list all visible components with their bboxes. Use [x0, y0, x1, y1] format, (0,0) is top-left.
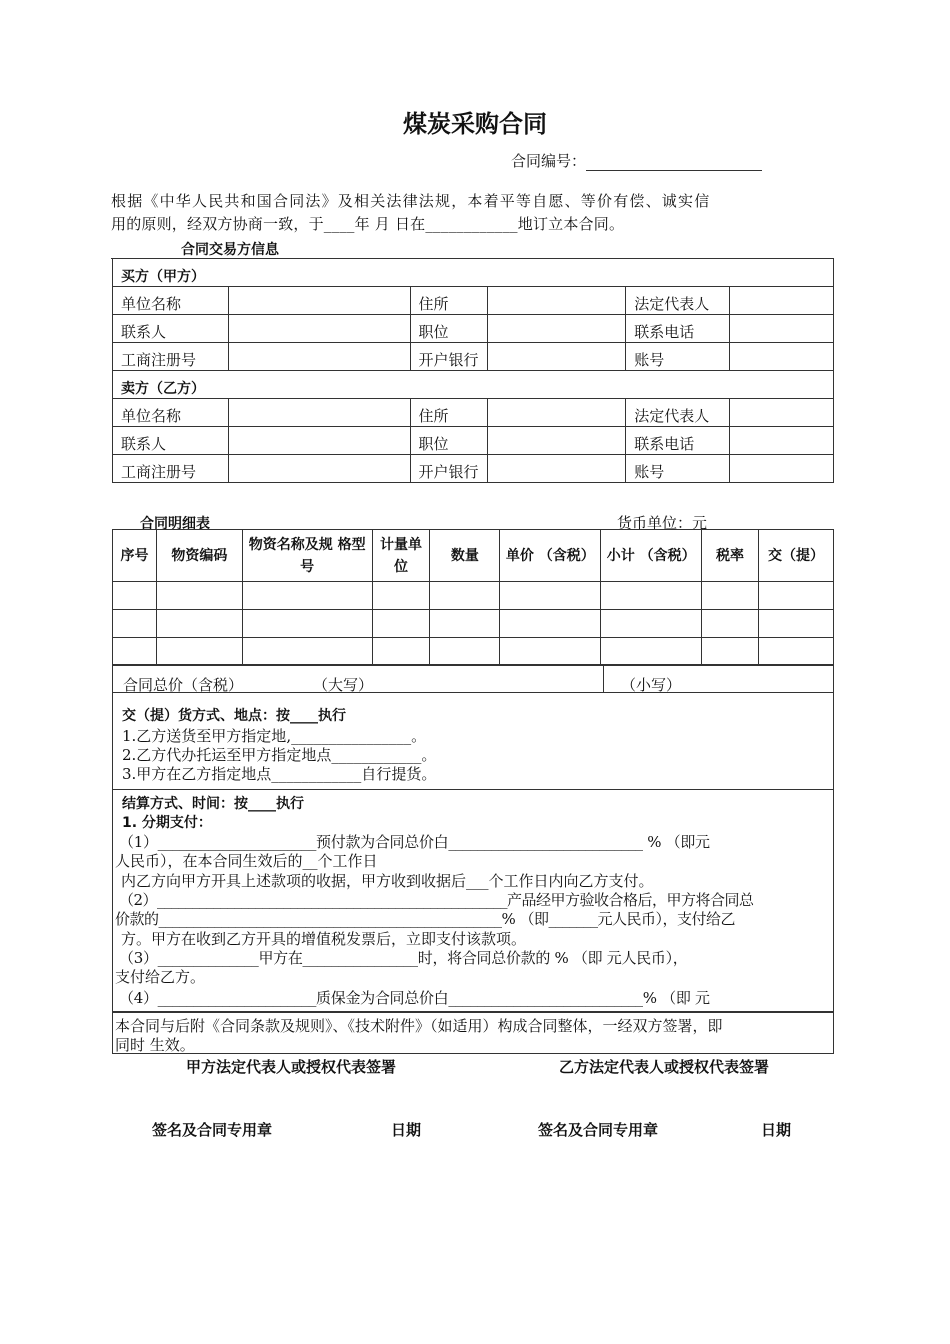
label-unit-name: 单位名称: [113, 399, 229, 427]
label-account: 账号: [626, 455, 730, 483]
date-party-a[interactable]: 日期: [391, 1121, 422, 1139]
seller-row-1: [113, 399, 834, 427]
seller-reg-no-field[interactable]: [228, 455, 410, 483]
label-bank: 开户银行: [410, 343, 488, 371]
label-position: 职位: [410, 427, 488, 455]
label-account: 账号: [626, 343, 730, 371]
label-reg-no: 工商注册号: [113, 343, 229, 371]
settlement-installment-heading: 1. 分期支付：: [122, 815, 212, 831]
table-row: [113, 582, 834, 610]
buyer-address-field[interactable]: [488, 287, 626, 315]
col-unit: 计量单位: [372, 530, 430, 582]
col-tax-rate: 税率: [702, 530, 759, 582]
seller-legal-rep-field[interactable]: [730, 399, 834, 427]
label-phone: 联系电话: [626, 427, 730, 455]
contract-number-label: 合同编号：: [511, 152, 587, 170]
settlement-line-3: 内乙方向甲方开具上述款项的收据，甲方收到收据后___个工作日内向乙方支付。: [121, 872, 654, 890]
buyer-contact-field[interactable]: [228, 315, 410, 343]
table-row: [113, 610, 834, 638]
seller-position-field[interactable]: [488, 427, 626, 455]
total-upper[interactable]: （大写）: [313, 676, 374, 694]
contract-number-line: [511, 150, 762, 171]
label-address: 住所: [410, 287, 488, 315]
seller-unit-name-field[interactable]: [228, 399, 410, 427]
entire-agreement-line-1: 本合同与后附《合同条款及规则》、《技术附件》（如适用）构成合同整体，一经双方签署，即: [115, 1017, 723, 1035]
col-subtotal: 小计 （含税）: [601, 530, 702, 582]
sign-party-a-label: 甲方法定代表人或授权代表签署: [186, 1058, 397, 1076]
table-row: [113, 638, 834, 666]
items-table: [112, 529, 834, 666]
label-reg-no: 工商注册号: [113, 455, 229, 483]
buyer-reg-no-field[interactable]: [228, 343, 410, 371]
label-position: 职位: [410, 315, 488, 343]
buyer-phone-field[interactable]: [730, 315, 834, 343]
intro-line-2: 用的原则，经双方协商一致，于____年 月 日在____________地订立本合同。: [111, 215, 625, 233]
seller-header: 卖方（乙方）: [113, 371, 834, 399]
contract-number-field[interactable]: [586, 153, 762, 171]
buyer-header: 买方（甲方）: [113, 259, 834, 287]
buyer-row-1: [113, 287, 834, 315]
seller-address-field[interactable]: [488, 399, 626, 427]
buyer-unit-name-field[interactable]: [228, 287, 410, 315]
page-title: 煤炭采购合同: [403, 110, 547, 138]
seller-contact-field[interactable]: [228, 427, 410, 455]
label-address: 住所: [410, 399, 488, 427]
seller-row-2: [113, 427, 834, 455]
label-legal-rep: 法定代表人: [626, 287, 730, 315]
settlement-line-6: 方。甲方在收到乙方开具的增值税发票后，立即支付该款项。: [121, 930, 527, 948]
seal-party-b[interactable]: 签名及合同专用章: [538, 1121, 659, 1139]
col-delivery: 交（提）: [759, 530, 834, 582]
label-contact: 联系人: [113, 315, 229, 343]
entire-agreement-line-2: 同时 生效。: [115, 1036, 195, 1054]
settlement-line-9: （4）______________________质保金为合同总价白___________________________% （即 元: [119, 989, 710, 1007]
details-title: 合同明细表: [140, 516, 210, 532]
sign-party-b-label: 乙方法定代表人或授权代表签署: [559, 1058, 770, 1076]
delivery-option-3: 3.甲方在乙方指定地点____________自行提货。: [122, 765, 437, 783]
delivery-option-1: 1.乙方送货至甲方指定地,________________。: [122, 727, 427, 745]
seller-phone-field[interactable]: [730, 427, 834, 455]
buyer-legal-rep-field[interactable]: [730, 287, 834, 315]
col-qty: 数量: [430, 530, 500, 582]
settlement-line-1: （1）______________________预付款为合同总价白___________________________ % （即元: [119, 833, 710, 851]
seal-party-a[interactable]: 签名及合同专用章: [152, 1121, 273, 1139]
seller-account-field[interactable]: [730, 455, 834, 483]
col-name-spec: 物资名称及规 格型号: [242, 530, 372, 582]
settlement-line-8: 支付给乙方。: [115, 968, 206, 986]
settlement-line-4: （2）__________________________________________________产品经甲方验收合格后，甲方将合同总: [119, 891, 754, 909]
label-contact: 联系人: [113, 427, 229, 455]
label-phone: 联系电话: [626, 315, 730, 343]
date-party-b[interactable]: 日期: [761, 1121, 792, 1139]
seller-row-3: [113, 455, 834, 483]
total-label: 合同总价（含税）: [123, 676, 244, 694]
entire-agreement-section: [112, 1011, 834, 1054]
buyer-row-2: [113, 315, 834, 343]
parties-section-label: 合同交易方信息: [181, 242, 279, 258]
seller-bank-field[interactable]: [488, 455, 626, 483]
settlement-line-7: （3）______________甲方在________________时，将合同总价款的 % （即 元人民币），: [119, 949, 688, 967]
settlement-line-2: 人民币），在本合同生效后的__个工作日: [115, 852, 378, 870]
label-legal-rep: 法定代表人: [626, 399, 730, 427]
buyer-row-3: [113, 343, 834, 371]
delivery-option-2: 2.乙方代办托运至甲方指定地点____________。: [122, 746, 437, 764]
buyer-bank-field[interactable]: [488, 343, 626, 371]
settlement-title: 结算方式、时间：按____执行: [122, 796, 304, 812]
section-underline: [111, 244, 181, 259]
delivery-section: [112, 692, 834, 790]
total-lower[interactable]: （小写）: [621, 676, 682, 694]
label-unit-name: 单位名称: [113, 287, 229, 315]
col-unit-price: 单价 （含税）: [500, 530, 601, 582]
intro-paragraph: [111, 190, 835, 236]
buyer-position-field[interactable]: [488, 315, 626, 343]
settlement-section: [112, 789, 834, 1013]
items-header-row: [113, 530, 834, 582]
buyer-account-field[interactable]: [730, 343, 834, 371]
parties-section-title: [111, 239, 279, 259]
intro-line-1: 根据《中华人民共和国合同法》及相关法律法规，本着平等自愿、等价有偿、诚实信: [111, 192, 711, 210]
col-code: 物资编码: [156, 530, 242, 582]
parties-table: [112, 258, 834, 483]
col-seq: 序号: [113, 530, 157, 582]
label-bank: 开户银行: [410, 455, 488, 483]
total-divider: [603, 665, 604, 692]
delivery-title: 交（提）货方式、地点：按____执行: [122, 708, 346, 724]
settlement-line-5: 价款的_________________________________________________% （即_______元人民币），支付给乙: [115, 910, 736, 928]
total-price-row: [112, 664, 834, 693]
currency-label: 货币单位：元: [617, 514, 708, 532]
